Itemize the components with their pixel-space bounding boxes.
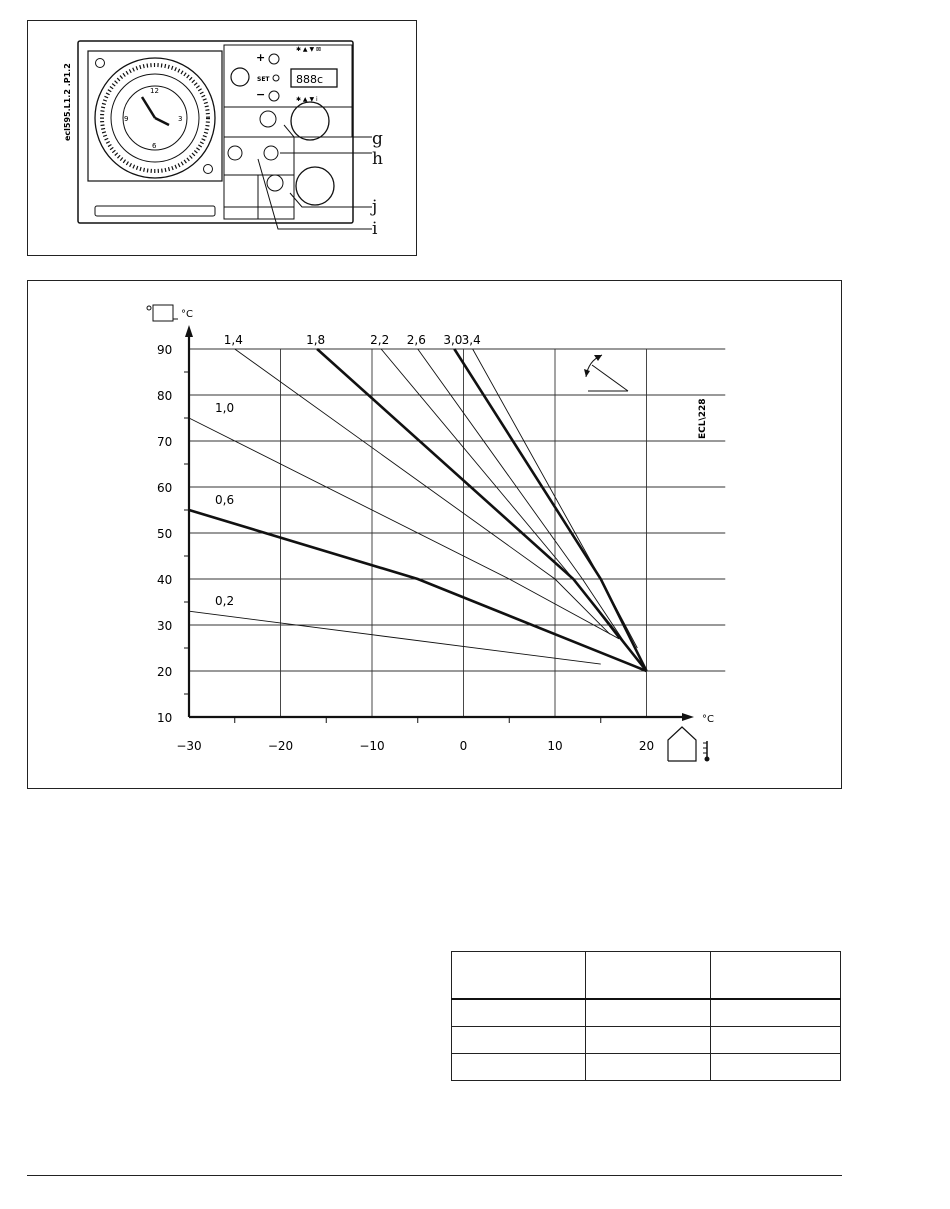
minus-button[interactable] [269,91,279,101]
callout-g: g [372,129,383,149]
figure2-side-code: ECL\228 [698,398,708,439]
table-cell [452,1027,586,1054]
curve-2-2 [381,349,619,639]
table-cell [711,1054,841,1081]
callout-j: j [372,197,378,217]
callout-h: h [372,149,383,169]
curve-label: 3,0 [443,333,463,347]
curve-label: 1,0 [215,401,235,415]
table-cell [586,952,711,1000]
chart-axes [185,325,694,721]
x-tick-label: −30 [176,739,202,753]
svg-text:6: 6 [152,142,157,150]
table-cell [586,1027,711,1054]
x-tick-label: 0 [459,739,468,753]
device-body [78,41,353,223]
y-tick-label: 60 [157,481,173,495]
y-tick-label: 30 [157,619,173,633]
curve-label: 3,4 [461,333,481,347]
curve-1-4 [235,349,610,634]
screw-icon [204,165,213,174]
curve-label: 2,2 [370,333,390,347]
table-header-row [452,952,841,1000]
plus-button[interactable] [269,54,279,64]
y-tick-label: 90 [157,343,173,357]
y-axis-label: °C [181,309,193,320]
table-cell [586,1054,711,1081]
table-row [452,999,841,1027]
dial-h[interactable] [264,146,278,160]
radiator-icon [147,305,178,321]
curve-dial-g[interactable] [260,111,276,127]
curve-label: 1,8 [306,333,326,347]
table-cell [452,1054,586,1081]
empty-table [451,951,841,1081]
table-cell [711,999,841,1027]
y-ticks [157,343,189,725]
figure1-side-code: ecl595.L1.2 .P1.2 [63,63,72,141]
lcd-digits: 888c [296,73,324,86]
temperature-knob[interactable] [291,102,329,140]
x-tick-label: −20 [267,739,294,753]
curve-1-8 [317,349,646,671]
x-ticks [176,717,654,753]
y-tick-label: 70 [157,435,173,449]
set-button[interactable] [273,75,279,81]
callout-i: i [372,219,378,239]
table-cell [452,999,586,1027]
controller-drawing [28,21,416,255]
dial-i[interactable] [228,146,242,160]
svg-text:✱ ▲ ▼ i: ✱ ▲ ▼ i [296,96,318,103]
curve-label: 2,6 [406,333,426,347]
svg-text:3: 3 [178,115,183,123]
x-tick-label: −10 [359,739,385,753]
label-slot [95,206,215,216]
svg-text:+: + [256,51,266,64]
heating-curve-chart [28,281,841,788]
table-cell [711,952,841,1000]
x-axis-label: °C [702,714,714,725]
y-tick-label: 10 [157,711,173,725]
svg-text:12: 12 [150,87,159,95]
program-selector-knob[interactable] [231,68,249,86]
svg-text:−: − [256,88,266,101]
y-axis-arrow-icon [185,325,193,337]
x-axis-arrow-icon [682,713,694,721]
y-tick-label: 40 [157,573,173,587]
y-tick-label: 20 [157,665,173,679]
table-cell [711,1027,841,1054]
curve-label: 1,4 [223,333,243,347]
curve-label: 0,6 [215,493,235,507]
controller-figure [27,20,417,256]
curve-0-6 [189,510,647,671]
curve-label: 0,2 [215,594,235,609]
curve-2-6 [418,349,628,648]
clock-minute-hand [155,118,169,125]
slope-adjust-icon [584,355,628,391]
dial-j[interactable] [267,175,283,191]
table-row [452,1054,841,1081]
y-tick-label: 50 [157,527,173,541]
set-label: SET [257,76,270,83]
clock-hour-hand [142,97,155,118]
screw-icon [96,59,105,68]
y-tick-label: 80 [157,389,173,403]
x-tick-label: 20 [638,739,655,753]
house-thermometer-icon [668,727,710,762]
footer-rule [27,1175,842,1176]
mode-knob[interactable] [296,167,334,205]
curve-labels [215,333,481,608]
svg-text:✱ ▲ ▼ ⊠: ✱ ▲ ▼ ⊠ [296,46,322,53]
table-row [452,1027,841,1054]
curve-0-2 [189,611,601,664]
svg-text:9: 9 [124,115,129,123]
curve-3-0 [454,349,646,671]
heating-curve-figure [27,280,842,789]
chart-curves [189,349,647,671]
table-cell [586,999,711,1027]
x-tick-label: 10 [547,739,563,753]
table-cell [452,952,586,1000]
